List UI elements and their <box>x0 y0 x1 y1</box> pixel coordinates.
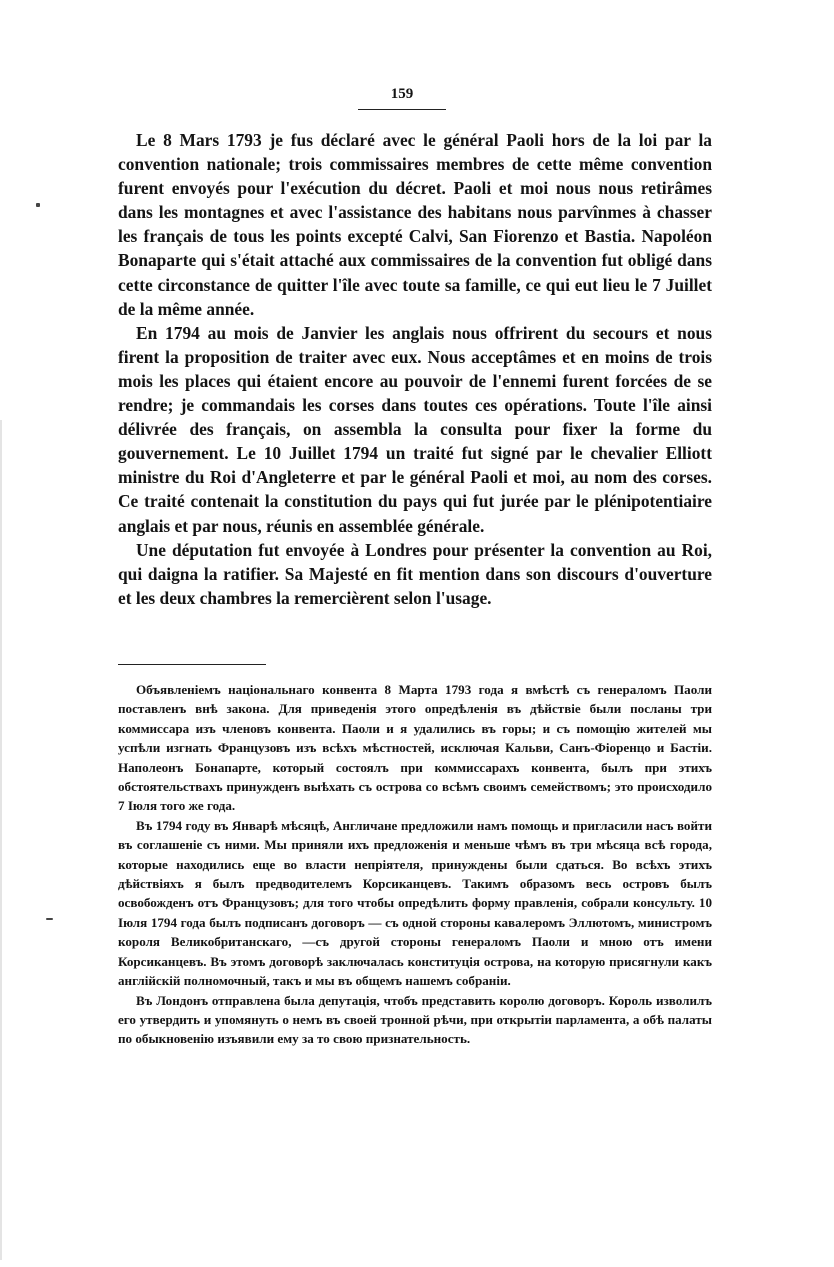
french-text-block <box>118 128 712 610</box>
margin-ink-mark <box>36 203 40 207</box>
page-number: 159 <box>390 86 414 102</box>
footnote-rule <box>118 664 266 665</box>
margin-ink-mark <box>46 918 53 920</box>
french-paragraph: En 1794 au mois de Janvier les anglais nous offrirent du secours et nous firent la proposition de traiter avec eux. Nous acceptâmes et en moins de trois mois les places qui étaient encore au pouvoir de l'ennemi furent forcées de se rendre; je commandais les corses dans toutes ces opérations. Toute l'île ainsi délivrée des français, on assembla la consulta pour fixer la forme du gouvernement. Le 10 Juillet 1794 un traité fut signé par le chevalier Elliott ministre du Roi d'Angleterre et par le général Paoli et moi, au nom des corses. Ce traité contenait la constitution du pays qui fut jurée par le plénipotentiaire anglais et par nous, réunis en assemblée générale. <box>118 322 712 536</box>
russian-paragraph: Въ 1794 году въ Январѣ мѣсяцѣ, Англичане предложили намъ помощь и пригласили насъ войти въ соглашеніе съ ними. Мы приняли ихъ предложенія и меньше чѣмъ въ три мѣсяца всѣ города, которые находились еще во власти непріятеля, принуждены были сдаться. Во всѣхъ этихъ дѣйствіяхъ я былъ предводителемъ Корсиканцевъ. Такимъ образомъ весь островъ былъ освобожденъ отъ Французовъ; для того чтобы опредѣлить форму правленія, собрали консульту. 10 Іюля 1794 года былъ подписанъ договоръ — съ одной стороны кавалеромъ Эллютомъ, министромъ короля Великобританскаго, —съ другой стороны генераломъ Паоли и мною отъ имени Корсиканцевъ. Въ этомъ договорѣ заключалась конституція острова, на которую присягнули какъ англійскій полномочный, такъ и мы въ общемъ нашемъ собраніи. <box>118 817 712 989</box>
page-edge-shadow <box>0 420 2 1260</box>
page-number-rule <box>358 109 446 110</box>
french-paragraph: Le 8 Mars 1793 je fus déclaré avec le général Paoli hors de la loi par la convention nationale; trois commissaires membres de cette même convention furent envoyés pour l'exécution du décret. Paoli et moi nous nous retirâmes dans les montagnes et avec l'assistance des habitans nous parvînmes à chasser les français de tous les points excepté Calvi, San Fiorenzo et Bastia. Napoléon Bonaparte qui s'était attaché aux commissaires de la convention fut obligé dans cette circonstance de quitter l'île avec toute sa famille, ce qui eut lieu le 7 Juillet de la même année. <box>118 130 712 319</box>
russian-text-block <box>118 680 712 1049</box>
russian-paragraph: Въ Лондонъ отправлена была депутація, чтобъ представить королю договоръ. Король изволилъ его утвердить и упомянуть о немъ въ своей тронной рѣчи, при открытіи парламента, а обѣ палаты по обыкновенію изъявили ему за то свою признательность. <box>118 992 712 1047</box>
russian-paragraph: Объявленіемъ національнаго конвента 8 Марта 1793 года я вмѣстѣ съ генераломъ Паоли поставленъ внѣ закона. Для приведенія этого опредѣленія въ дѣйствіе были посланы три коммиссара изъ членовъ конвента. Паоли и я удалились въ горы; и съ помощію жителей мы успѣли изгнать Французовъ изъ всѣхъ мѣстностей, исключая Кальви, Санъ-Фіоренцо и Бастіи. Наполеонъ Бонапарте, который состоялъ при коммиссарахъ конвента, былъ при этихъ обстоятельствахъ принужденъ выѣхать съ острова со всѣмъ своимъ семействомъ; это происходило 7 Іюля того же года. <box>118 682 712 814</box>
french-paragraph: Une députation fut envoyée à Londres pour présenter la convention au Roi, qui daigna la ratifier. Sa Majesté en fit mention dans son discours d'ouverture et les deux chambres la remercièrent selon l'usage. <box>118 539 712 608</box>
